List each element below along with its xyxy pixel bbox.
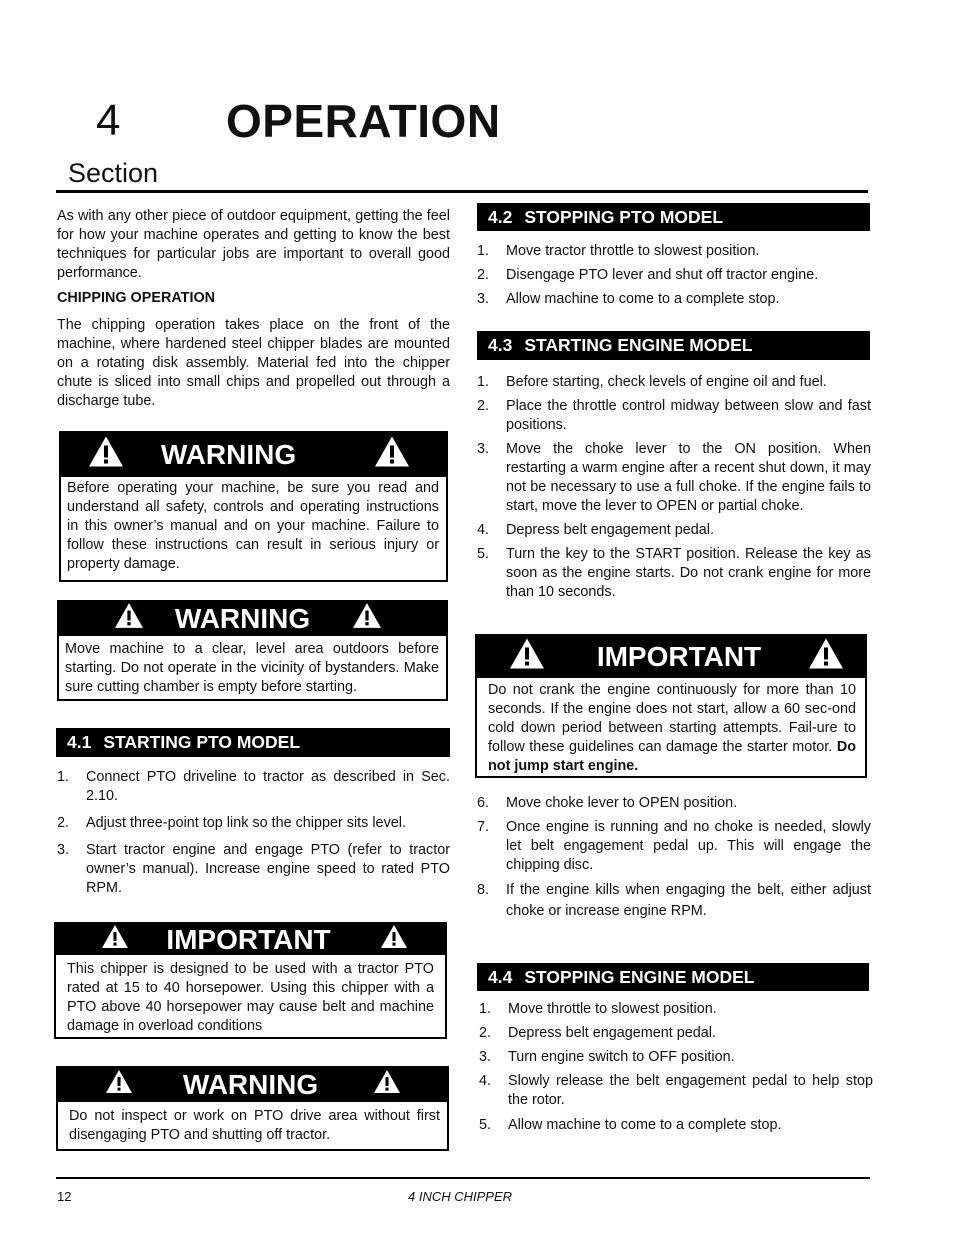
- intro-paragraph: As with any other piece of outdoor equipment, getting the feel for how your machine operates and getting to know the best techniques for particular jobs are important to overall good performance.: [57, 208, 450, 281]
- important-text: This chipper is designed to be used with a tractor PTO rated at 15 to 40 horsepower. Using this chipper with a PTO above 40 horsepower may cause belt and machine damage in overload conditions: [67, 961, 434, 1034]
- warning-triangle-icon: [508, 637, 546, 678]
- list-item: 2. Disengage PTO lever and shut off tractor engine.: [477, 267, 819, 283]
- warning-title: WARNING: [160, 439, 297, 470]
- list-item: 4. Slowly release the belt engagement pedal to help stop the rotor.: [479, 1073, 873, 1108]
- section-number: 4.2: [488, 206, 513, 227]
- warning-box-2: [57, 600, 448, 701]
- section-4-4-band: [477, 963, 869, 991]
- warning-header: [59, 602, 446, 636]
- list-4-4: [479, 1000, 873, 1135]
- section-4-1-band: [56, 728, 450, 757]
- list-item: 4. Depress belt engagement pedal.: [477, 522, 715, 538]
- important-title: IMPORTANT: [596, 641, 762, 672]
- important-box-1: [54, 922, 447, 1039]
- header-rule: [56, 190, 868, 193]
- section-label: Section: [68, 158, 159, 188]
- section-title: STOPPING PTO MODEL: [524, 206, 724, 227]
- warning-text: Move machine to a clear, level area outdoors before starting. Do not operate in the vicinity of bystanders. Make sure cutting chamber is empty before starting.: [65, 641, 439, 695]
- section-number: 4.1: [67, 732, 92, 752]
- warning-box-1: [59, 431, 448, 582]
- important-header: [477, 636, 865, 678]
- warning-triangle-icon: [113, 602, 145, 637]
- section-title: STOPPING ENGINE MODEL: [524, 966, 755, 987]
- warning-text: Before operating your machine, be sure you read and understand all safety, controls and operating instructions in this owner’s manual and on your machine. Failure to follow these instructions can result in serious injury or property damage.: [67, 480, 439, 572]
- list-item: 3. Turn engine switch to OFF position.: [479, 1049, 735, 1065]
- footer-title: 4 INCH CHIPPER: [408, 1189, 513, 1204]
- important-box-2: [475, 634, 867, 778]
- warning-triangle-icon: [100, 923, 130, 956]
- list-item: 7. Once engine is running and no choke is needed, slowly let belt engagement pedal up. This will engage the chipping disc.: [477, 819, 871, 873]
- list-item: 2. Depress belt engagement pedal.: [479, 1025, 717, 1041]
- important-title: IMPORTANT: [166, 923, 331, 955]
- chapter-number: 4: [96, 96, 121, 145]
- important-text: Do not crank the engine continuously for more than 10 seconds. If the engine does not start, allow a 60 sec-ond cold down period between starting attempts. Fail-ure to follow these guidelines can damage the starter motor. Do not jump start engine.: [488, 682, 857, 774]
- chapter-title: OPERATION: [226, 95, 501, 147]
- list-item: 1. Before starting, check levels of engine oil and fuel.: [477, 374, 827, 390]
- list-item: 5. Turn the key to the START position. Release the key as soon as the engine starts. Do not crank engine for more than 10 seconds.: [477, 546, 871, 600]
- list-item: 3. Allow machine to come to a complete stop.: [477, 291, 780, 307]
- list-item: 3. Start tractor engine and engage PTO (refer to tractor owner’s manual). Increase engine speed to rated PTO RPM.: [57, 842, 450, 896]
- list-item: 2. Place the throttle control midway between slow and fast positions.: [477, 398, 871, 433]
- list-item: 1. Connect PTO driveline to tractor as described in Sec. 2.10.: [57, 769, 450, 804]
- list-item: 6. Move choke lever to OPEN position.: [477, 795, 738, 811]
- list-item: 2. Adjust three-point top link so the chipper sits level.: [57, 815, 406, 831]
- warning-header: [61, 433, 446, 477]
- page-number: 12: [57, 1189, 72, 1204]
- list-4-3-continued: [477, 794, 871, 922]
- section-title: STARTING PTO MODEL: [103, 732, 301, 752]
- list-item: 5. Allow machine to come to a complete stop.: [479, 1117, 782, 1133]
- section-number: 4.3: [488, 335, 513, 355]
- list-item: 1. Move throttle to slowest position.: [479, 1001, 717, 1017]
- list-item: 1. Move tractor throttle to slowest position.: [477, 243, 760, 259]
- warning-header: [58, 1068, 447, 1102]
- warning-title: WARNING: [182, 1069, 319, 1100]
- footer-rule: [56, 1177, 870, 1179]
- chipping-paragraph: The chipping operation takes place on the front of the machine, where hardened steel chipper blades are mounted on a rotating disk assembly. Material fed into the chipper chute is sliced into small chips and propelled out through a discharge tube.: [57, 317, 450, 409]
- warning-title: WARNING: [174, 603, 311, 634]
- list-item: 8. If the engine kills when engaging the belt, either adjust choke or increase engine RPM.: [477, 882, 871, 919]
- warning-triangle-icon: [87, 435, 125, 476]
- section-4-2-band: [477, 203, 870, 231]
- section-4-3-band: [477, 331, 870, 360]
- important-bold-text: Do not jump start engine.: [488, 739, 857, 774]
- list-4-3: [477, 373, 871, 602]
- section-title: STARTING ENGINE MODEL: [524, 335, 753, 355]
- chipping-heading: CHIPPING OPERATION: [57, 290, 216, 306]
- warning-triangle-icon: [373, 435, 411, 476]
- list-item: 3. Move the choke lever to the ON position. When restarting a warm engine after a recent shut down, it may not be necessary to use a full choke. If the engine fails to start, move the lever to OPEN or partial choke.: [477, 441, 871, 514]
- warning-triangle-icon: [104, 1069, 134, 1102]
- warning-triangle-icon: [807, 637, 845, 678]
- list-4-1: [57, 768, 450, 898]
- warning-triangle-icon: [372, 1069, 402, 1102]
- important-header: [56, 924, 445, 955]
- warning-triangle-icon: [379, 923, 409, 956]
- warning-box-3: [56, 1066, 449, 1151]
- list-4-2: [477, 242, 871, 309]
- section-number: 4.4: [488, 966, 513, 987]
- warning-text: Do not inspect or work on PTO drive area without first disengaging PTO and shutting off tractor.: [69, 1108, 440, 1143]
- warning-triangle-icon: [351, 602, 383, 637]
